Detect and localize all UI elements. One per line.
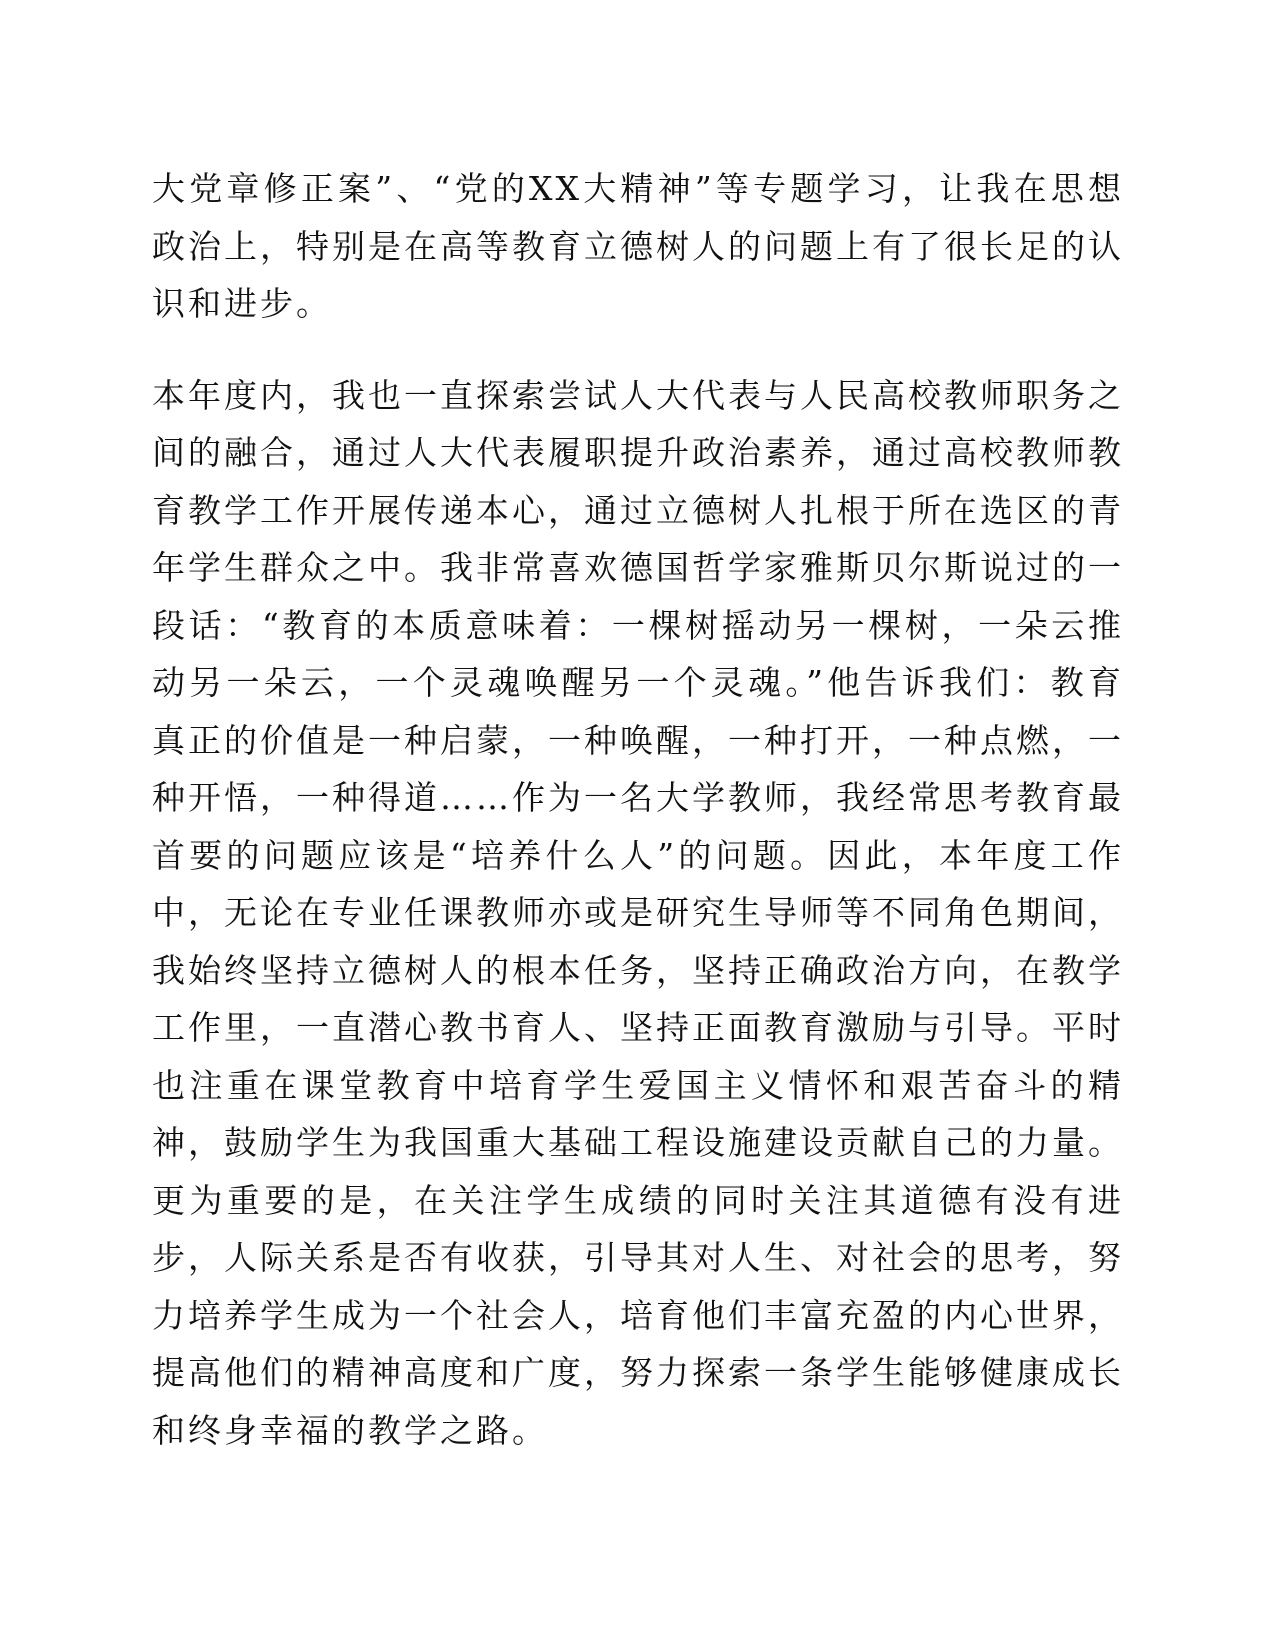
document-body (152, 160, 1124, 1493)
paragraph-2: 本年度内，我也一直探索尝试人大代表与人民高校教师职务之间的融合，通过人大代表履职提升政治素养，通过高校教师教育教学工作开展传递本心，通过立德树人扎根于所在选区的青年学生群众之中。我非常喜欢德国哲学家雅斯贝尔斯说过的一段话：“教育的本质意味着：一棵树摇动另一棵树，一朵云推动另一朵云，一个灵魂唤醒另一个灵魂。”他告诉我们：教育真正的价值是一种启蒙，一种唤醒，一种打开，一种点燃，一种开悟，一种得道……作为一名大学教师，我经常思考教育最首要的问题应该是“培养什么人”的问题。因此，本年度工作中，无论在专业任课教师亦或是研究生导师等不同角色期间，我始终坚持立德树人的根本任务，坚持正确政治方向，在教学工作里，一直潜心教书育人、坚持正面教育激励与引导。平时也注重在课堂教育中培育学生爱国主义情怀和艰苦奋斗的精神，鼓励学生为我国重大基础工程设施建设贡献自己的力量。更为重要的是，在关注学生成绩的同时关注其道德有没有进步，人际关系是否有收获，引导其对人生、对社会的思考，努力培养学生成为一个社会人，培育他们丰富充盈的内心世界，提高他们的精神高度和广度，努力探索一条学生能够健康成长和终身幸福的教学之路。 (152, 375, 1124, 1450)
paragraph-1: 大党章修正案”、“党的XX大精神”等专题学习，让我在思想政治上，特别是在高等教育立德树人的问题上有了很长足的认识和进步。 (152, 169, 1124, 323)
